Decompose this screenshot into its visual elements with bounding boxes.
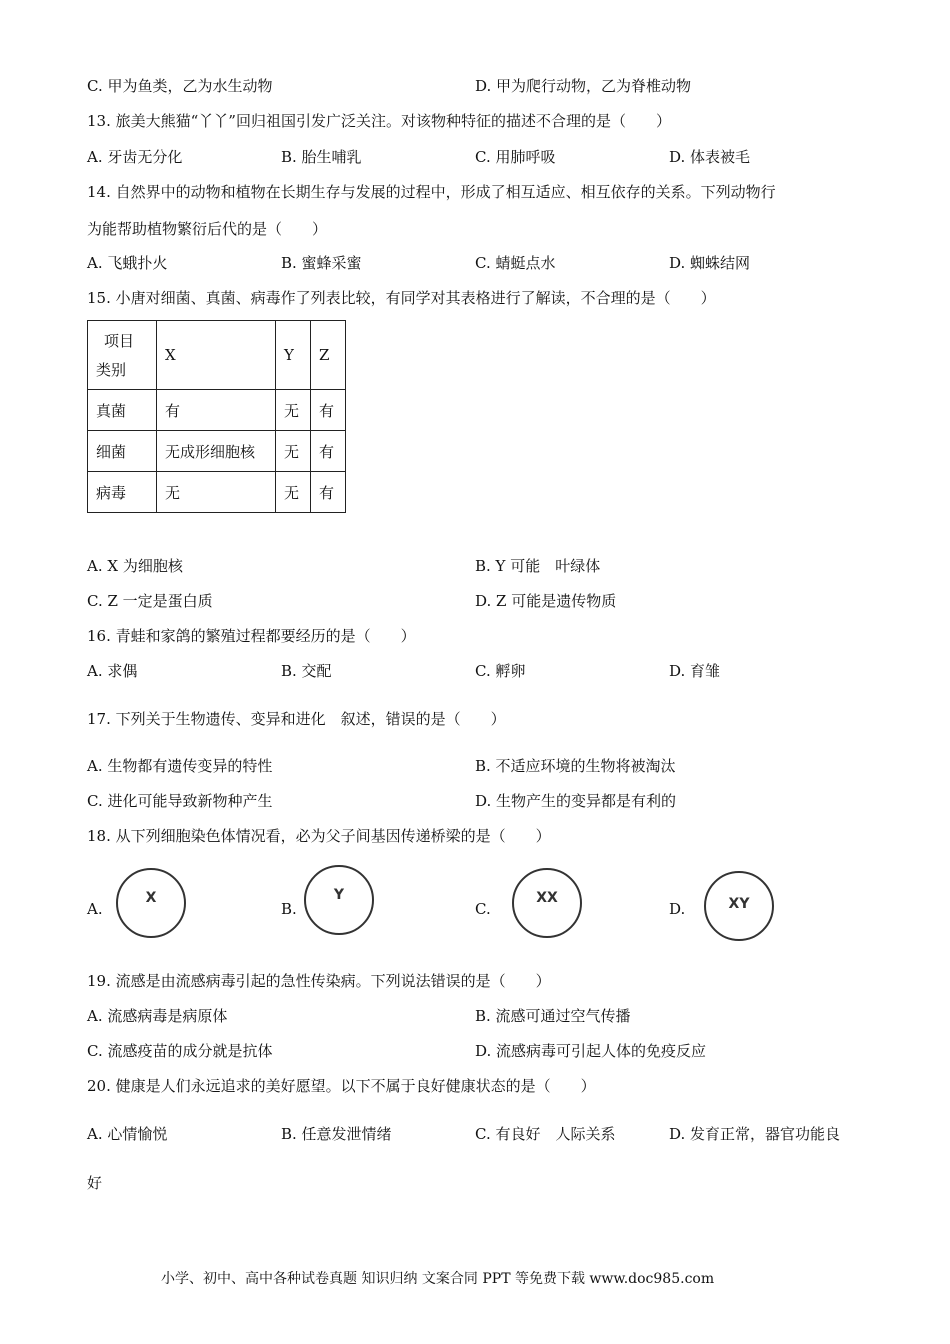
- q18-option-c-letter: C.: [475, 900, 491, 918]
- chromosome-circle-xx: [512, 868, 582, 938]
- q15-option-b: B. Y 可能 叶绿体: [475, 557, 601, 575]
- q13-stem: 13. 旅美大熊猫“丫丫”回归祖国引发广泛关注。对该物种特征的描述不合理的是（ ）: [87, 112, 671, 130]
- q16-option-b: B. 交配: [281, 662, 332, 680]
- q14-option-a: A. 飞蛾扑火: [87, 254, 168, 272]
- q14-stem-line2: 为能帮助植物繁衍后代的是（ ）: [87, 220, 328, 238]
- q17-option-d: D. 生物产生的变异都是有利的: [475, 792, 677, 810]
- q20-stem: 20. 健康是人们永远追求的美好愿望。以下不属于良好健康状态的是（ ）: [87, 1077, 596, 1095]
- q12-option-c: C. 甲为鱼类，乙为水生动物: [87, 77, 273, 95]
- table-cell-y: 无: [276, 431, 311, 472]
- chromosome-label: XY: [728, 896, 750, 912]
- table-cell-name: 病毒: [88, 472, 157, 513]
- q20-option-c: C. 有良好 人际关系: [475, 1125, 616, 1143]
- table-cell-x: 无成形细胞核: [157, 431, 276, 472]
- chromosome-label: X: [145, 890, 157, 906]
- q16-option-d: D. 育雏: [669, 662, 721, 680]
- q18-option-d-letter: D.: [669, 900, 686, 918]
- q14-option-d: D. 蜘蛛结网: [669, 254, 751, 272]
- chromosome-circle-y: [304, 865, 374, 935]
- q16-option-a: A. 求偶: [87, 662, 138, 680]
- q13-option-c: C. 用肺呼吸: [475, 148, 556, 166]
- q16-option-c: C. 孵卵: [475, 662, 526, 680]
- chromosome-circle-x: [116, 868, 186, 938]
- q14-option-b: B. 蜜蜂采蜜: [281, 254, 362, 272]
- q16-stem: 16. 青蛙和家鸽的繁殖过程都要经历的是（ ）: [87, 627, 416, 645]
- q19-option-d: D. 流感病毒可引起人体的免疫反应: [475, 1042, 707, 1060]
- q14-stem-line1: 14. 自然界中的动物和植物在长期生存与发展的过程中，形成了相互适应、相互依存的关系。下列动物行: [87, 183, 776, 201]
- q13-option-d: D. 体表被毛: [669, 148, 751, 166]
- table-corner-cell: [88, 321, 157, 390]
- q18-option-b-letter: B.: [281, 900, 297, 918]
- q17-stem: 17. 下列关于生物遗传、变异和进化 叙述，错误的是（ ）: [87, 710, 506, 728]
- q13-option-b: B. 胎生哺乳: [281, 148, 362, 166]
- table-header-z: Z: [311, 321, 346, 390]
- q15-option-c: C. Z 一定是蛋白质: [87, 592, 213, 610]
- table-cell-name: 细菌: [88, 431, 157, 472]
- table-cell-z: 有: [311, 390, 346, 431]
- q19-option-b: B. 流感可通过空气传播: [475, 1007, 631, 1025]
- q15-option-d: D. Z 可能是遗传物质: [475, 592, 617, 610]
- table-cell-z: 有: [311, 431, 346, 472]
- q15-option-a: A. X 为细胞核: [87, 557, 183, 575]
- q19-option-c: C. 流感疫苗的成分就是抗体: [87, 1042, 273, 1060]
- q17-option-b: B. 不适应环境的生物将被淘汰: [475, 757, 676, 775]
- q19-option-a: A. 流感病毒是病原体: [87, 1007, 228, 1025]
- table-cell-x: 无: [157, 472, 276, 513]
- q18-stem: 18. 从下列细胞染色体情况看，必为父子间基因传递桥梁的是（ ）: [87, 827, 551, 845]
- q12-option-d: D. 甲为爬行动物，乙为脊椎动物: [475, 77, 692, 95]
- q20-option-a: A. 心情愉悦: [87, 1125, 168, 1143]
- table-header-x: X: [157, 321, 276, 390]
- table-header-y: Y: [276, 321, 311, 390]
- comparison-table: [87, 320, 346, 513]
- table-cell-y: 无: [276, 472, 311, 513]
- table-row: [88, 472, 346, 513]
- page-footer: 小学、初中、高中各种试卷真题 知识归纳 文案合同 PPT 等免费下载 www.doc985.com: [161, 1271, 715, 1287]
- table-cell-y: 无: [276, 390, 311, 431]
- q13-option-a: A. 牙齿无分化: [87, 148, 183, 166]
- table-cell-name: 真菌: [88, 390, 157, 431]
- table-row: [88, 390, 346, 431]
- q20-option-d-continued: 好: [87, 1174, 103, 1192]
- q17-option-c: C. 进化可能导致新物种产生: [87, 792, 273, 810]
- q14-option-c: C. 蜻蜓点水: [475, 254, 556, 272]
- chromosome-label: XX: [536, 890, 558, 906]
- table-cell-x: 有: [157, 390, 276, 431]
- q18-option-a-letter: A.: [87, 900, 103, 918]
- table-row: [88, 431, 346, 472]
- table-corner-top: 项目: [104, 332, 135, 350]
- chromosome-label: Y: [333, 887, 345, 903]
- q19-stem: 19. 流感是由流感病毒引起的急性传染病。下列说法错误的是（ ）: [87, 972, 551, 990]
- chromosome-circle-xy: [704, 871, 774, 941]
- table-cell-z: 有: [311, 472, 346, 513]
- q20-option-d: D. 发育正常，器官功能良: [669, 1125, 841, 1143]
- table-corner-bottom: 类别: [96, 361, 127, 379]
- q20-option-b: B. 任意发泄情绪: [281, 1125, 392, 1143]
- q15-stem: 15. 小唐对细菌、真菌、病毒作了列表比较，有同学对其表格进行了解读，不合理的是（ ）: [87, 289, 716, 307]
- q17-option-a: A. 生物都有遗传变异的特性: [87, 757, 273, 775]
